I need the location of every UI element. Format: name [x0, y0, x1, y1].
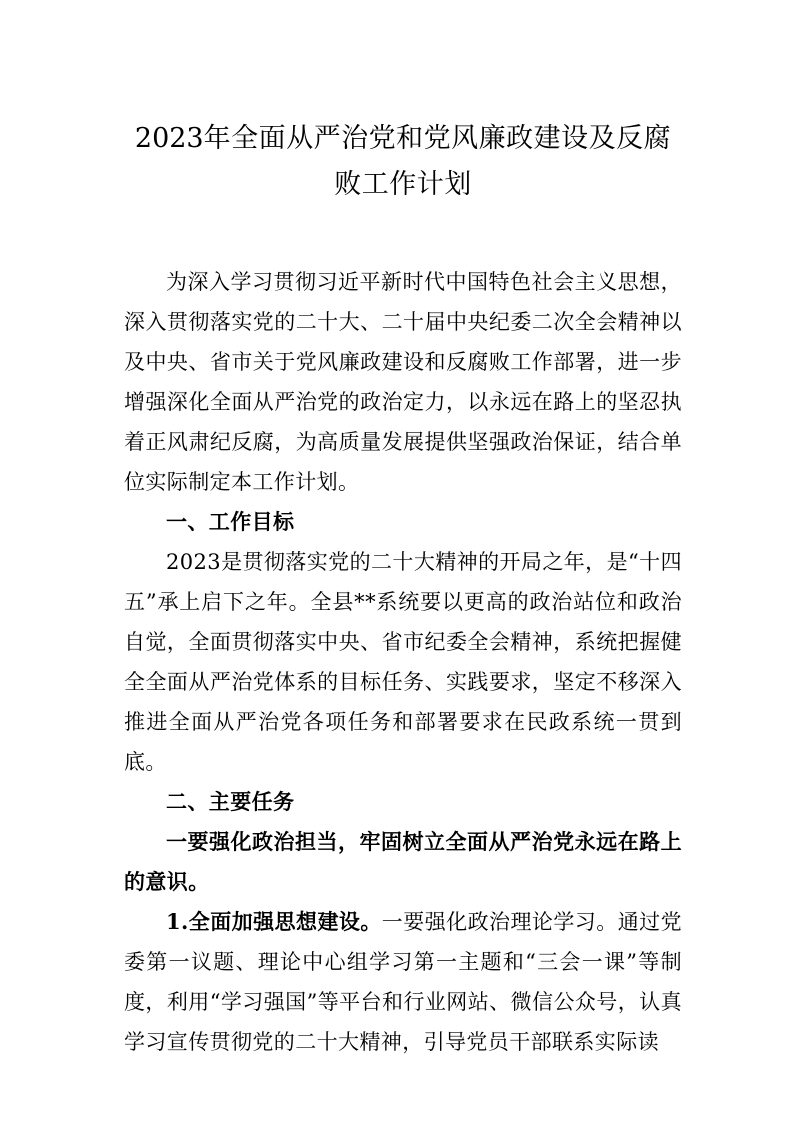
heading-work-objectives: 一、工作目标 — [166, 510, 295, 534]
paragraph-item-one — [124, 902, 682, 1062]
document-content — [124, 0, 682, 1062]
paragraph-intro: 为深入学习贯彻习近平新时代中国特色社会主义思想，深入贯彻落实党的二十大、二十届中央纪委二次全会精神以及中央、省市关于党风廉政建设和反腐败工作部署，进一步增强深化全面从严治党的政治定力，以永远在路上的坚忍执着正风肃纪反腐，为高质量发展提供坚强政治保证，结合单位实际制定本工作计划。 — [124, 270, 682, 494]
title-rest: 年全面从严治党和党风廉政建设及反腐败工作计划 — [203, 123, 672, 200]
title-year: 2023 — [134, 123, 204, 154]
paragraph-task-one: 一要强化政治担当，牢固树立全面从严治党永远在路上的意识。 — [124, 829, 682, 894]
paragraph-item-one-lead: 1.全面加强思想建设。 — [166, 909, 382, 934]
page-title — [124, 0, 682, 208]
paragraph-item-one-body: 一要强化政治理论学习。通过党委第一议题、理论中心组学习第一主题和“三会一课”等制度，利用“学习强国”等平台和行业网站、微信公众号，认真学习宣传贯彻党的二十大精神，引导党员干部联系实际读 — [124, 910, 682, 1054]
heading-main-tasks: 二、主要任务 — [166, 790, 295, 814]
paragraph-work-objectives-body: 2023是贯彻落实党的二十大精神的开局之年，是“十四五”承上启下之年。全县**系统要以更高的政治站位和政治自觉，全面贯彻落实中央、省市纪委全会精神，系统把握健全全面从严治党体系的目标任务、实践要求，坚定不移深入推进全面从严治党各项任务和部署要求在民政系统一贯到底。 — [124, 550, 682, 774]
